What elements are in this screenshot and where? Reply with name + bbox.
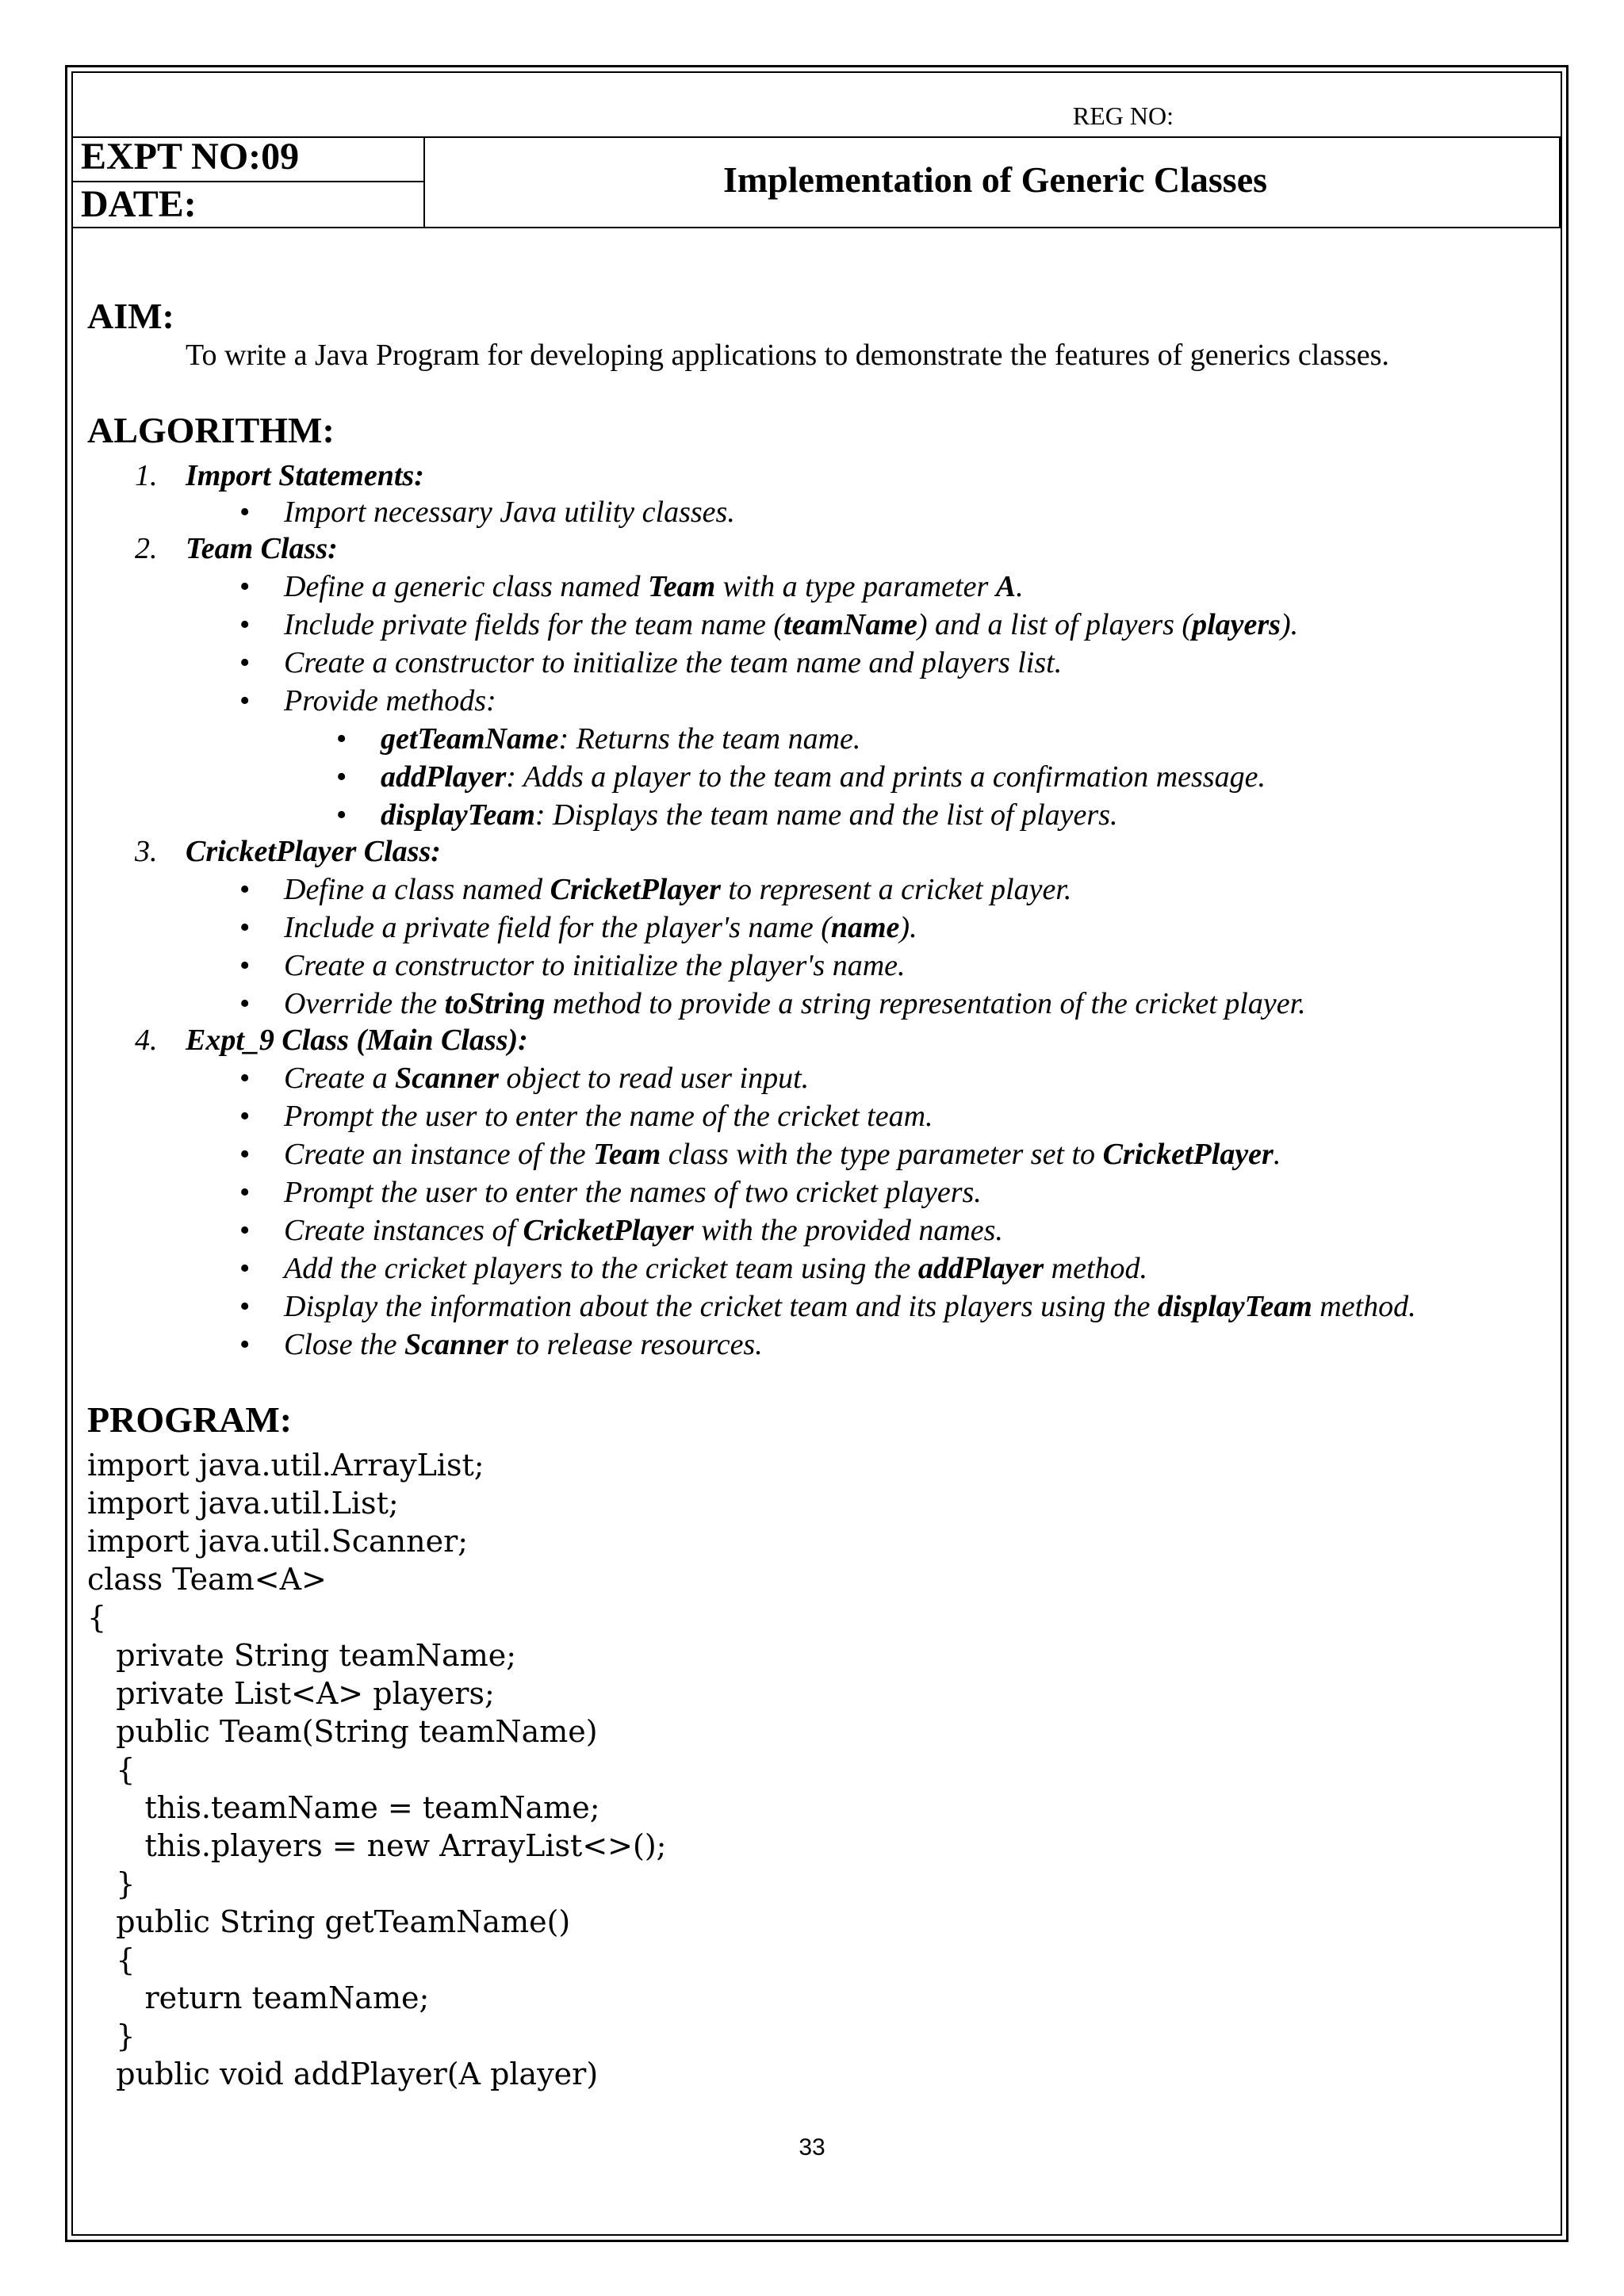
step-3-bullet-4: • Override the toString method to provide a string representation of the cricket player. <box>239 987 1306 1020</box>
step-1-bullet-1: • Import necessary Java utility classes. <box>239 496 735 529</box>
code-line: { <box>87 1600 107 1635</box>
step-4: 4. Expt_9 Class (Main Class): <box>135 1024 528 1057</box>
code-line: this.players = new ArrayList<>(); <box>87 1828 667 1863</box>
step-2-bullet-3: • Create a constructor to initialize the team name and players list. <box>239 646 1063 679</box>
code-line: import java.util.Scanner; <box>87 1524 469 1559</box>
step-4-bullet-6: • Add the cricket players to the cricket team using the addPlayer method. <box>239 1252 1148 1285</box>
step-4-bullet-4: • Prompt the user to enter the names of two cricket players. <box>239 1176 982 1209</box>
code-line: return teamName; <box>87 1980 430 2015</box>
method-add-player: • addPlayer: Adds a player to the team and prints a confirmation message. <box>336 760 1266 794</box>
step-4-bullet-7: • Display the information about the cricket team and its players using the displayTeam method. <box>239 1290 1416 1323</box>
code-line: { <box>87 1942 136 1977</box>
algorithm-heading: ALGORITHM: <box>87 410 335 450</box>
step-1: 1. Import Statements: <box>135 459 424 492</box>
step-3-bullet-2: • Include a private field for the player's name (name). <box>239 911 917 944</box>
step-4-bullet-2: • Prompt the user to enter the name of the cricket team. <box>239 1100 933 1133</box>
code-line: import java.util.ArrayList; <box>87 1448 485 1483</box>
code-line: public void addPlayer(A player) <box>87 2057 599 2091</box>
code-line: public String getTeamName() <box>87 1904 571 1939</box>
page-title: Implementation of Generic Classes <box>722 159 1268 200</box>
code-line: this.teamName = teamName; <box>87 1790 600 1825</box>
code-line: private List<A> players; <box>87 1676 495 1711</box>
page-number: 33 <box>799 2134 825 2160</box>
method-display-team: • displayTeam: Displays the team name and the list of players. <box>336 798 1118 832</box>
step-3-bullet-3: • Create a constructor to initialize the player's name. <box>239 949 906 982</box>
program-code <box>87 1446 666 2093</box>
code-line: { <box>87 1752 136 1787</box>
step-2-bullet-4: • Provide methods: <box>239 684 496 718</box>
step-2-bullet-2: • Include private fields for the team name (teamName) and a list of players (players). <box>239 608 1299 641</box>
aim-text: To write a Java Program for developing applications to demonstrate the features of generics classes. <box>186 339 1389 372</box>
method-get-team-name: • getTeamName: Returns the team name. <box>336 722 861 756</box>
date-label: DATE: <box>81 183 197 225</box>
step-4-bullet-8: • Close the Scanner to release resources. <box>239 1328 763 1361</box>
code-line: class Team<A> <box>87 1562 327 1597</box>
header-divider <box>423 136 425 228</box>
code-line: public Team(String teamName) <box>87 1714 598 1749</box>
code-line: import java.util.List; <box>87 1486 399 1521</box>
step-3-bullet-1: • Define a class named CricketPlayer to represent a cricket player. <box>239 873 1072 906</box>
expt-no-label: EXPT NO:09 <box>81 136 300 178</box>
step-4-bullet-1: • Create a Scanner object to read user input. <box>239 1062 810 1095</box>
aim-heading: AIM: <box>87 296 174 336</box>
step-3: 3. CricketPlayer Class: <box>135 835 441 868</box>
header-bottom-rule <box>73 227 1561 228</box>
step-4-bullet-3: • Create an instance of the Team class with the type parameter set to CricketPlayer. <box>239 1138 1281 1171</box>
code-line: private String teamName; <box>87 1638 517 1673</box>
step-2-bullet-1: • Define a generic class named Team with a type parameter A. <box>239 570 1024 603</box>
step-2: 2. Team Class: <box>135 532 338 565</box>
program-heading: PROGRAM: <box>87 1399 293 1440</box>
code-line: } <box>87 2019 136 2053</box>
reg-no-label: REG NO: <box>1072 101 1174 130</box>
step-4-bullet-5: • Create instances of CricketPlayer with the provided names. <box>239 1214 1003 1247</box>
code-line: } <box>87 1866 136 1901</box>
